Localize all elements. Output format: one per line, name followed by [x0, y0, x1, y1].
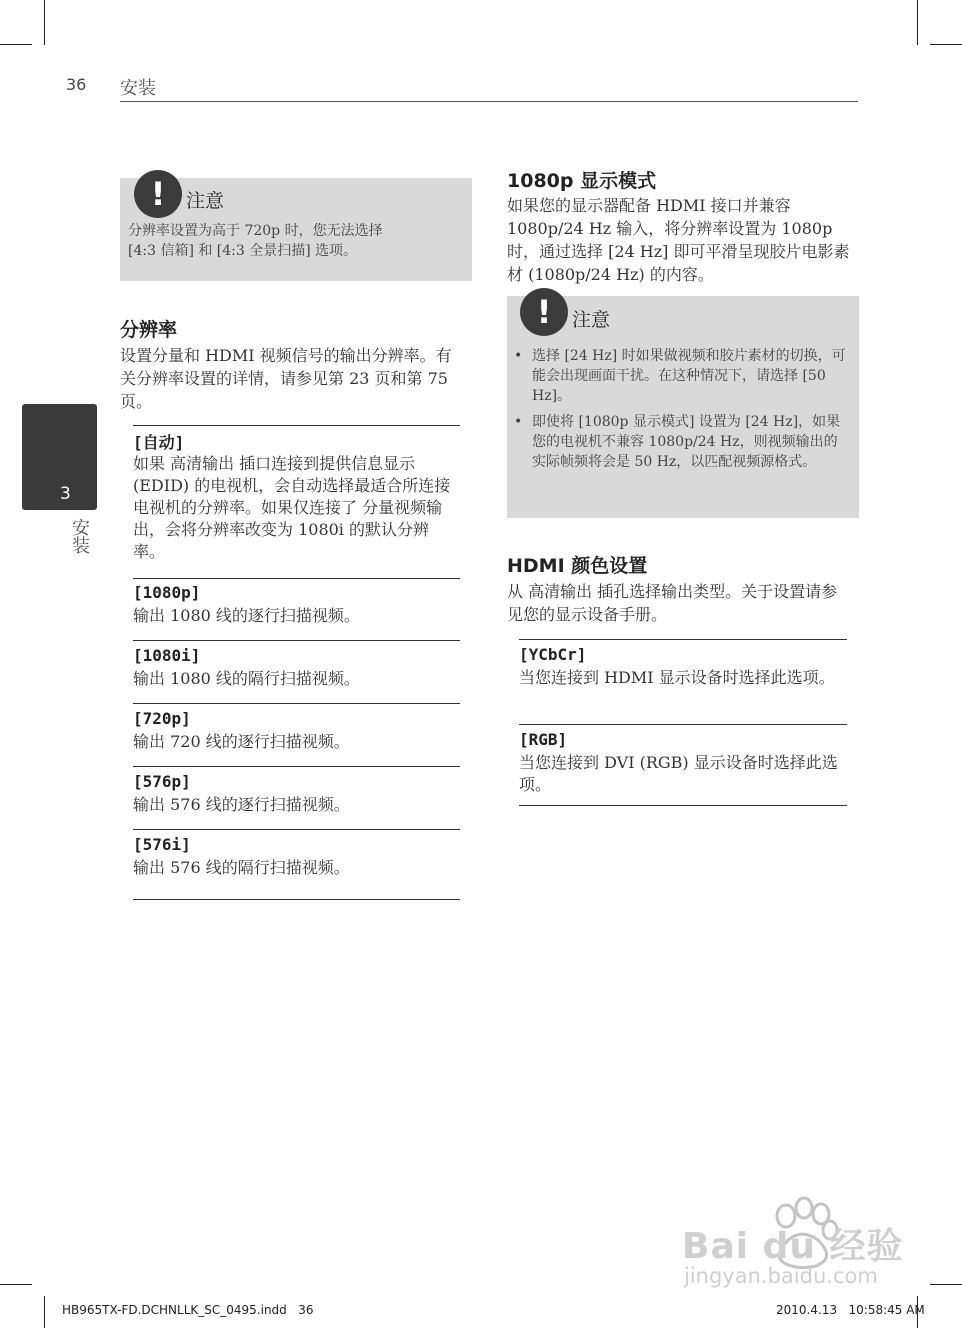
exclamation-icon: !	[134, 170, 182, 218]
footer-timestamp: 2010.4.13 10:58:45 AM	[776, 1303, 925, 1317]
option-desc: 输出 576 线的隔行扫描视频。	[133, 858, 350, 877]
option-title: [720p]	[133, 709, 191, 728]
page-number: 36	[66, 75, 87, 94]
crop-mark	[44, 0, 45, 45]
section-heading-resolution: 分辨率	[120, 319, 178, 341]
option-desc: 当您连接到 HDMI 显示设备时选择此选项。	[519, 668, 835, 687]
table-rule	[133, 703, 460, 704]
crop-mark	[0, 1284, 32, 1285]
note-title: 注意	[186, 190, 225, 212]
resolution-intro: 设置分量和 HDMI 视频信号的输出分辨率。有关分辨率设置的详情，请参见第 23 页和第 75 页。	[120, 346, 452, 411]
option-desc: 输出 1080 线的逐行扫描视频。	[133, 606, 360, 625]
option-desc: 输出 576 线的逐行扫描视频。	[133, 795, 350, 814]
note-bullet: • 即使将 [1080p 显示模式] 设置为 [24 Hz]，如果您的电视机不兼容 1080p/24 Hz，则视频输出的实际帧频将会是 50 Hz，以匹配视频源格式。	[508, 412, 850, 472]
option-title: [自动]	[133, 433, 185, 452]
table-rule	[133, 766, 460, 767]
table-rule	[519, 724, 847, 725]
hdmi-color-intro: 从 高清输出 插孔选择输出类型。关于设置请参见您的显示设备手册。	[507, 582, 838, 624]
note-bullets	[508, 346, 850, 478]
option-title: [YCbCr]	[519, 645, 587, 664]
chapter-label: 安装	[69, 518, 90, 554]
option-title: [576i]	[133, 835, 191, 854]
option-title: [576p]	[133, 772, 191, 791]
option-title: [1080i]	[133, 646, 201, 665]
section-heading-hdmi-color: HDMI 颜色设置	[507, 555, 648, 577]
footer-file-name: HB965TX-FD.DCHNLLK_SC_0495.indd 36	[62, 1303, 314, 1317]
display-mode-intro: 如果您的显示器配备 HDMI 接口并兼容 1080p/24 Hz 输入，将分辨率设置为 1080p 时，通过选择 [24 Hz] 即可平滑呈现胶片电影素材 (1080p/24 Hz) 的内容。	[507, 196, 850, 284]
option-title: [RGB]	[519, 730, 568, 749]
exclamation-icon: !	[520, 288, 568, 336]
watermark-brand: Bai du 经验	[682, 1226, 904, 1267]
baidu-watermark	[678, 1188, 908, 1298]
table-rule	[519, 639, 847, 640]
crop-mark	[930, 44, 962, 45]
note-text: 分辨率设置为高于 720p 时，您无法选择 [4:3 信箱] 和 [4:3 全景扫描] 选项。	[128, 223, 383, 259]
section-heading-display-mode: 1080p 显示模式	[507, 170, 657, 192]
crop-mark	[44, 1296, 45, 1328]
option-title: [1080p]	[133, 583, 201, 602]
watermark-url: jingyan.baidu.com	[684, 1264, 878, 1288]
crop-mark	[917, 0, 918, 45]
crop-mark	[930, 1284, 962, 1285]
table-rule	[133, 899, 460, 900]
header-rule	[120, 101, 858, 102]
table-rule	[133, 640, 460, 641]
table-rule	[519, 805, 847, 806]
option-desc: 如果 高清输出 插口连接到提供信息显示 (EDID) 的电视机，会自动选择最适合所连接电视机的分辨率。如果仅连接了 分量视频输出，会将分辨率改变为 1080i 的默认分辨率。	[133, 454, 451, 561]
table-rule	[133, 578, 460, 579]
table-rule	[133, 425, 460, 426]
crop-mark	[0, 44, 32, 45]
option-desc: 当您连接到 DVI (RGB) 显示设备时选择此选项。	[519, 753, 838, 794]
note-title: 注意	[572, 309, 611, 331]
chapter-number: 3	[60, 484, 71, 504]
option-desc: 输出 720 线的逐行扫描视频。	[133, 732, 350, 751]
page-section-title: 安装	[120, 78, 156, 99]
note-bullet: • 选择 [24 Hz] 时如果做视频和胶片素材的切换，可能会出现画面干扰。在这种情况下，请选择 [50 Hz]。	[508, 346, 850, 406]
table-rule	[133, 829, 460, 830]
option-desc: 输出 1080 线的隔行扫描视频。	[133, 669, 360, 688]
